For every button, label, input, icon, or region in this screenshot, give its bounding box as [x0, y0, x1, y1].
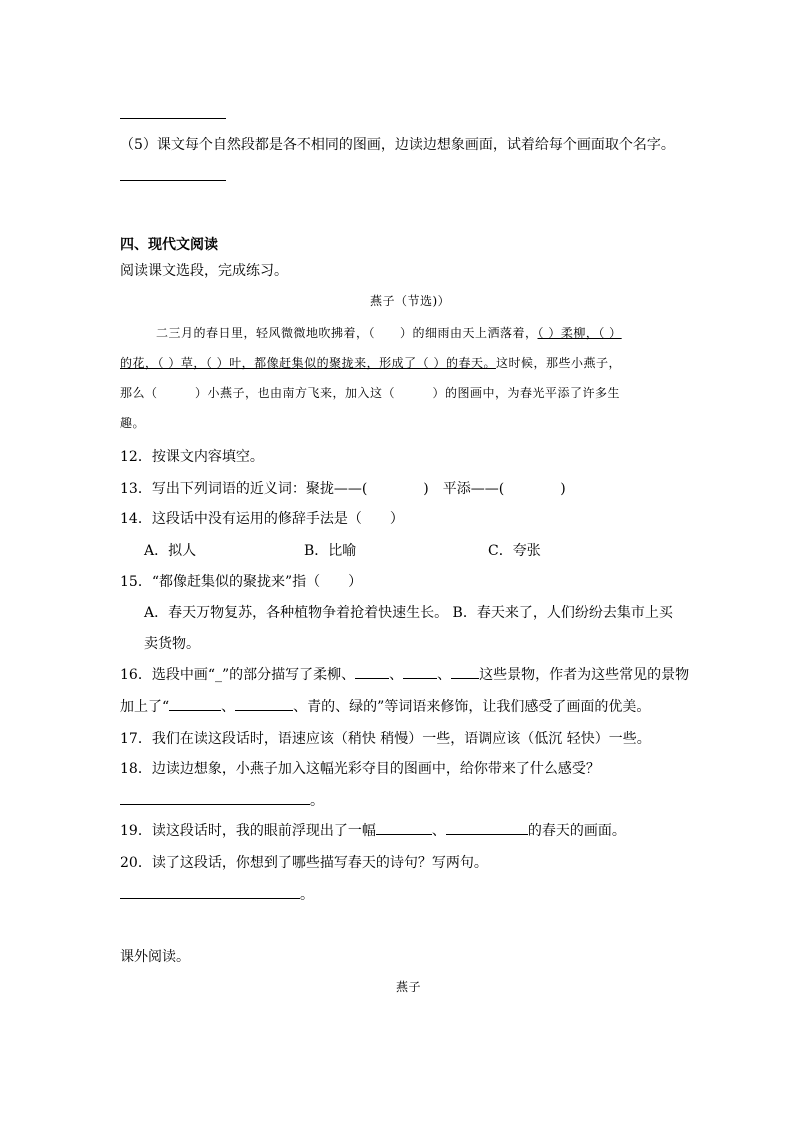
question-19-text: 19．读这段话时，我的眼前浮现出了一幅 — [120, 823, 376, 839]
question-13-text: ) 平添——( — [423, 481, 505, 497]
answer-blank — [376, 820, 432, 835]
answer-blank — [120, 884, 300, 899]
question-16 — [120, 664, 689, 684]
question-15-options: A．春天万物复苏，各种植物争着抢着快速生长。 B．春天来了，人们纷纷去集市上买 — [144, 605, 673, 621]
answer-blank — [355, 664, 389, 679]
separator: 、 — [431, 823, 446, 839]
question-13-text: 13．写出下列词语的近义词：聚拢——( — [120, 481, 368, 497]
question-20-answer — [120, 884, 314, 904]
passage-line-4: 趣。 — [120, 416, 146, 430]
passage-line-2-text: 这时候，那些小燕子， — [495, 356, 621, 370]
answer-blank — [169, 696, 221, 711]
passage-title: 燕子（节选)） — [370, 294, 451, 308]
extra-reading-title: 燕子 — [396, 980, 422, 994]
section-heading: 四、现代文阅读 — [120, 237, 218, 253]
question-15: 15．“都像赶集似的聚拢来”指（ ） — [120, 574, 363, 590]
passage-line-2 — [120, 354, 621, 371]
extra-reading-label: 课外阅读。 — [120, 949, 190, 965]
option-a: A．拟人 — [144, 543, 197, 559]
option-b: B．比喻 — [304, 543, 357, 559]
passage-line-1 — [156, 324, 622, 341]
question-16-text: 16．选段中画“_”的部分描写了柔柳、 — [120, 667, 356, 683]
period: 。 — [310, 793, 324, 809]
separator: 、 — [389, 667, 404, 683]
question-19-text: 的春天的画面。 — [527, 823, 626, 839]
question-17: 17．我们在读这段话时，语速应该（稍快 稍慢）一些，语调应该（低沉 轻快）一些。 — [120, 731, 651, 747]
answer-blank — [451, 664, 479, 679]
passage-line-1-text: 二三月的春日里，轻风微微地吹拂着，（ ）的细雨由天上洒落着， — [156, 326, 538, 340]
answer-blank — [120, 790, 310, 805]
question-14: 14．这段话中没有运用的修辞手法是（ ） — [120, 511, 404, 527]
answer-blank — [446, 820, 528, 835]
question-20: 20．读了这段话，你想到了哪些描写春天的诗句？写两句。 — [120, 855, 488, 871]
separator: 、 — [221, 699, 236, 715]
period: 。 — [300, 887, 314, 903]
question-19 — [120, 820, 626, 840]
answer-line — [120, 118, 226, 119]
question-12: 12．按课文内容填空。 — [120, 449, 264, 465]
section-instruction: 阅读课文选段，完成练习。 — [120, 263, 288, 279]
passage-underlined-text: 的花，（ ）草，（ ）叶，都像赶集似的聚拢来，形成了（ ）的春天。 — [120, 356, 496, 370]
passage-underlined-text: （ ）柔柳，（ ） — [537, 326, 622, 340]
question-18-answer — [120, 790, 324, 810]
option-c: C．夸张 — [488, 543, 541, 559]
answer-blank — [403, 664, 437, 679]
question-16-text: 、青的、绿的”等词语来修饰，让我们感受了画面的优美。 — [293, 699, 651, 715]
question-18: 18．边读边想象，小燕子加入这幅光彩夺目的图画中，给你带来了什么感受？ — [120, 761, 600, 777]
question-16-text: 加上了“ — [120, 699, 170, 715]
question-15-options-cont: 卖货物。 — [144, 636, 200, 652]
answer-line — [120, 180, 226, 181]
question-16-line-2 — [120, 696, 650, 716]
question-13 — [120, 478, 566, 498]
passage-line-3: 那么（ ）小燕子，也由南方飞来，加入这（ ）的图画中，为春光平添了许多生 — [120, 386, 621, 400]
question-5: （5）课文每个自然段都是各不相同的图画，边读边想象画面，试着给每个画面取个名字。 — [120, 137, 675, 153]
answer-blank — [235, 696, 293, 711]
question-13-text: ) — [560, 481, 566, 497]
question-16-text: 这些景物，作者为这些常见的景物 — [479, 667, 690, 683]
separator: 、 — [437, 667, 452, 683]
